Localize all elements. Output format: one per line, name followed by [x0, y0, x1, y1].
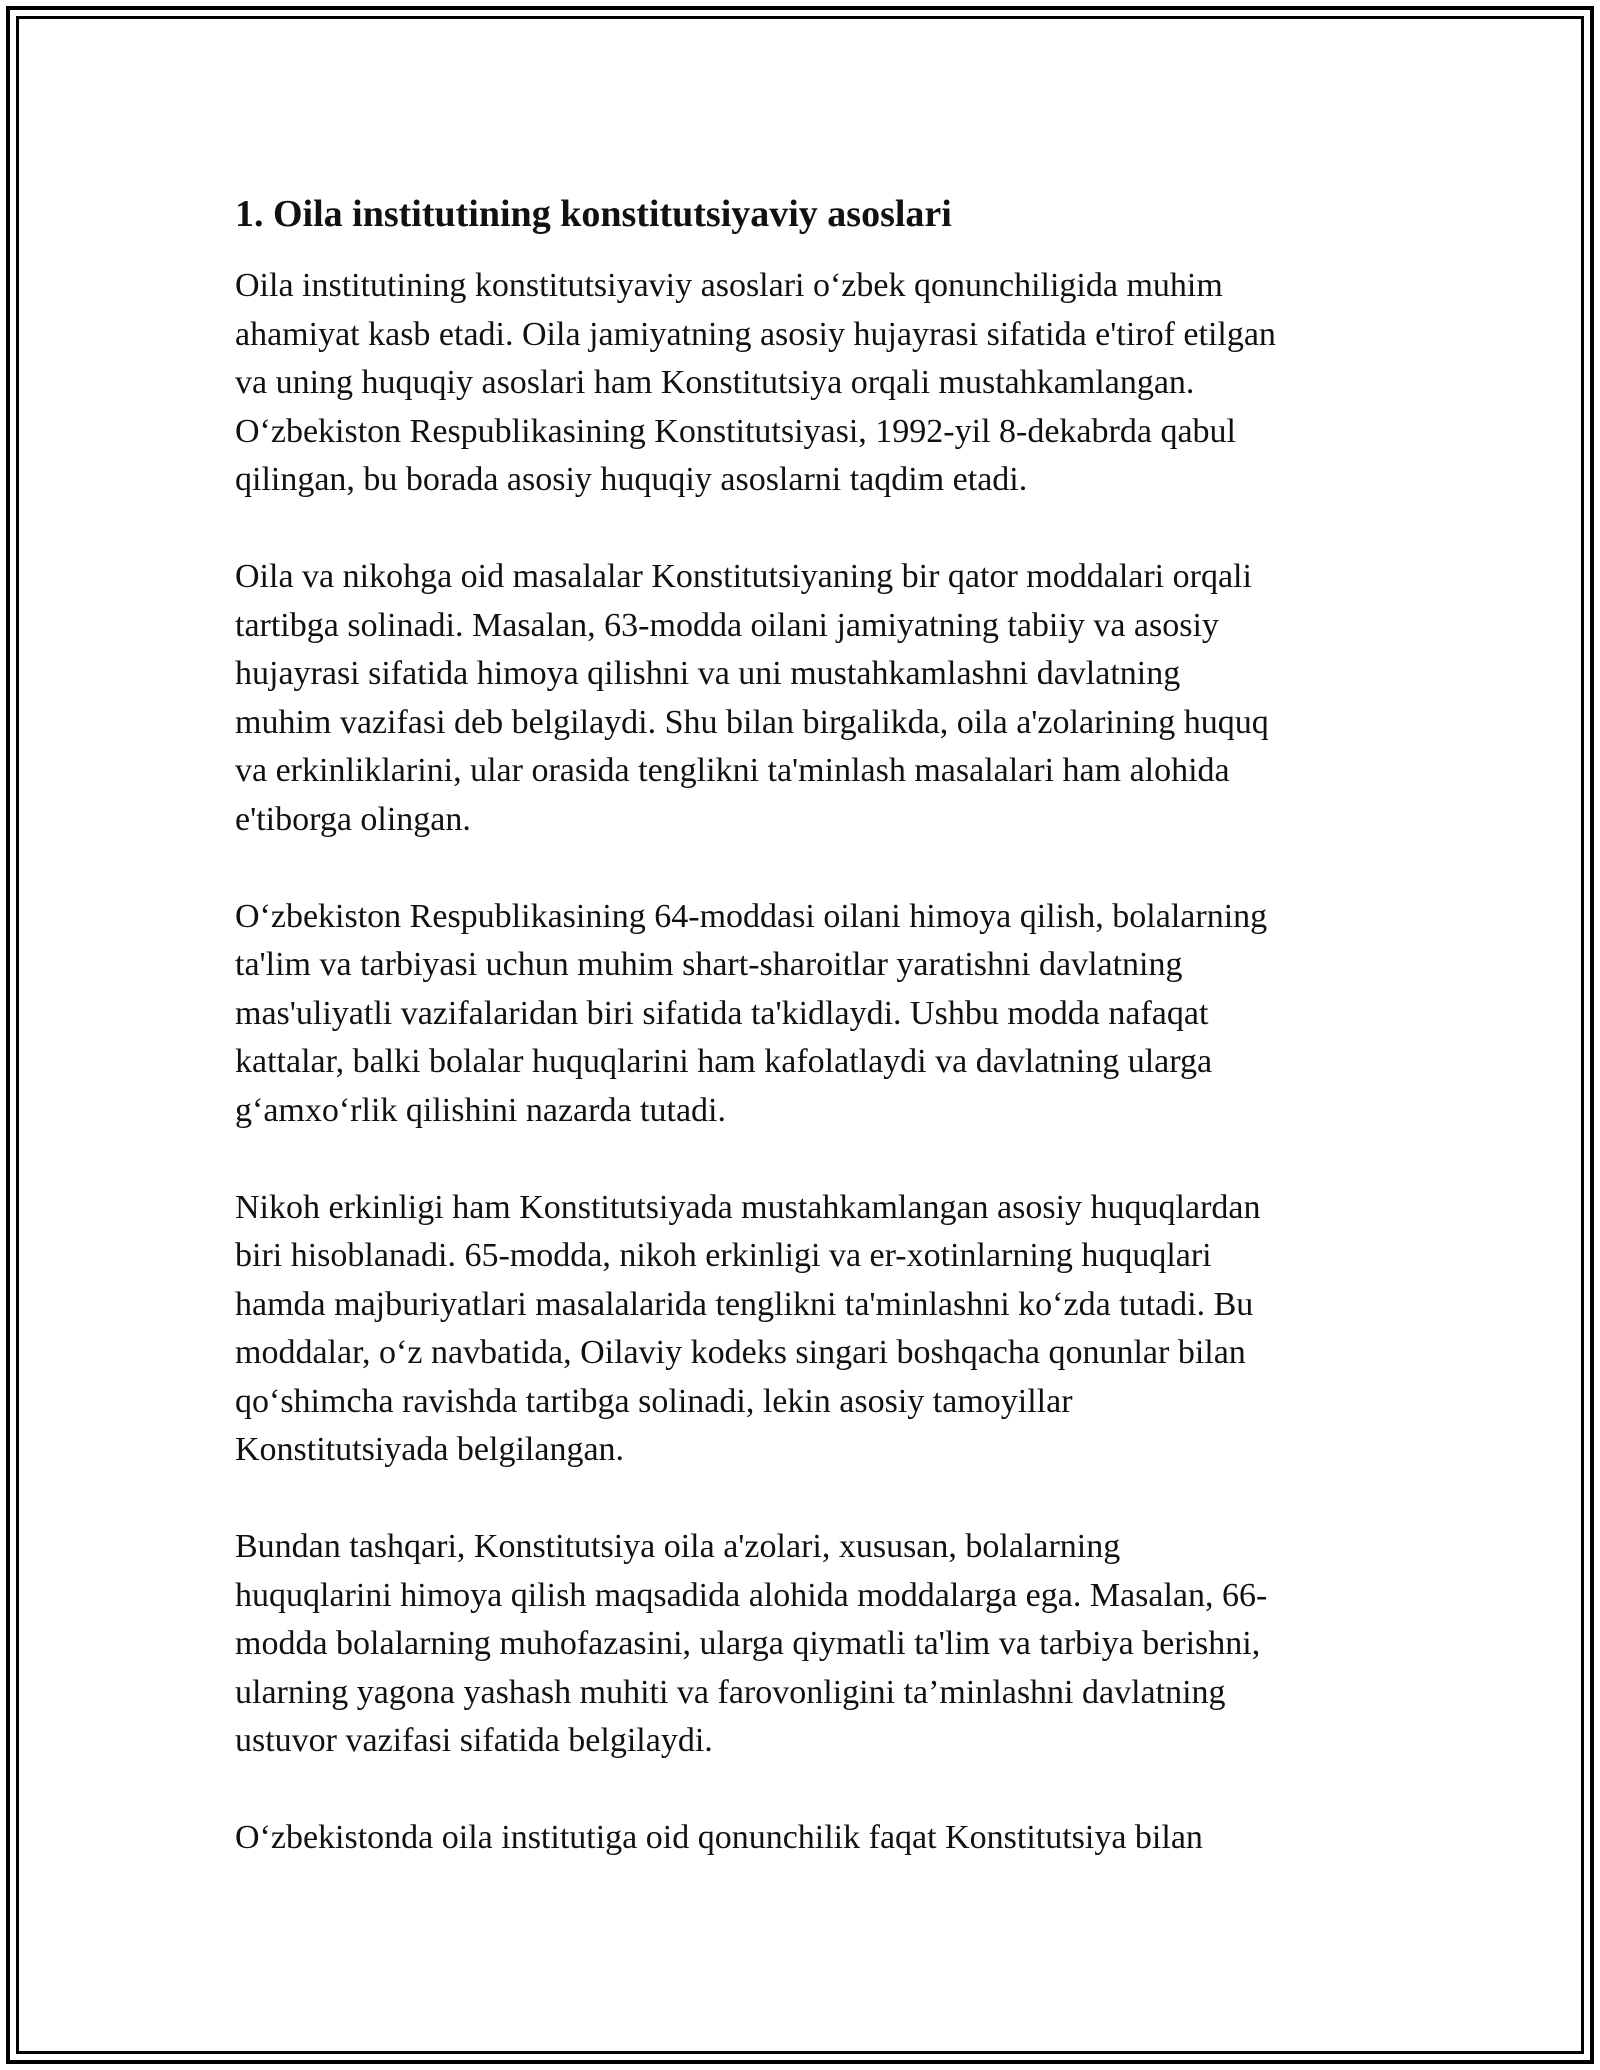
- text-line: O‘zbekistonda oila institutiga oid qonunchilik faqat Konstitutsiya bilan: [235, 1819, 1203, 1856]
- text-line: g‘amxo‘rlik qilishini nazarda tutadi.: [235, 1091, 726, 1129]
- text-line: Bundan tashqari, Konstitutsiya oila a'zolari, xususan, bolalarning: [235, 1528, 1121, 1565]
- text-line: ahamiyat kasb etadi. Oila jamiyatning asosiy hujayrasi sifatida e'tirof etilgan: [235, 315, 1276, 353]
- paragraph-6: [235, 1814, 1365, 1863]
- paragraph-1: [235, 262, 1365, 505]
- text-line: va erkinliklarini, ular orasida tenglikni ta'minlash masalalari ham alohida: [235, 752, 1230, 789]
- paragraph-5: [235, 1523, 1365, 1766]
- text-line: qo‘shimcha ravishda tartibga solinadi, lekin asosiy tamoyillar: [235, 1382, 1073, 1420]
- text-line: modda bolalarning muhofazasini, ularga qiymatli ta'lim va tarbiya berishni,: [235, 1625, 1261, 1662]
- text-line: e'tiborga olingan.: [235, 800, 471, 838]
- text-line: hamda majburiyatlari masalalarida tenglikni ta'minlashni ko‘zda tutadi. Bu: [235, 1285, 1254, 1323]
- text-line: Oila institutining konstitutsiyaviy asoslari o‘zbek qonunchiligida muhim: [235, 267, 1223, 304]
- text-line: ustuvor vazifasi sifatida belgilaydi.: [235, 1722, 713, 1759]
- text-line: mas'uliyatli vazifalaridan biri sifatida ta'kidlaydi. Ushbu modda nafaqat: [235, 994, 1209, 1032]
- text-line: kattalar, balki bolalar huquqlarini ham kafolatlaydi va davlatning ularga: [235, 1043, 1213, 1080]
- text-line: Konstitutsiyada belgilangan.: [235, 1431, 625, 1468]
- text-line: O‘zbekiston Respublikasining Konstitutsiyasi, 1992-yil 8-dekabrda qabul: [235, 412, 1236, 450]
- paragraph-4: [235, 1184, 1365, 1475]
- text-line: qilingan, bu borada asosiy huquqiy asoslarni taqdim etadi.: [235, 461, 1028, 498]
- paragraph-3: [235, 893, 1365, 1136]
- text-line: O‘zbekiston Respublikasining 64-moddasi oilani himoya qilish, bolalarning: [235, 897, 1268, 935]
- text-line: moddalar, o‘z navbatida, Oilaviy kodeks singari boshqacha qonunlar bilan: [235, 1334, 1246, 1371]
- text-line: muhim vazifasi deb belgilaydi. Shu bilan birgalikda, oila a'zolarining huquq: [235, 703, 1269, 741]
- text-line: hujayrasi sifatida himoya qilishni va uni mustahkamlashni davlatning: [235, 655, 1181, 692]
- text-line: ta'lim va tarbiyasi uchun muhim shart-sharoitlar yaratishni davlatning: [235, 946, 1183, 983]
- text-line: biri hisoblanadi. 65-modda, nikoh erkinligi va er-xotinlarning huquqlari: [235, 1237, 1212, 1274]
- text-line: ularning yagona yashash muhiti va farovonligini ta’minlashni davlatning: [235, 1673, 1226, 1711]
- text-line: Oila va nikohga oid masalalar Konstitutsiyaning bir qator moddalari orqali: [235, 558, 1252, 595]
- document-body: [235, 186, 1365, 1911]
- text-line: va uning huquqiy asoslari ham Konstitutsiya orqali mustahkamlangan.: [235, 364, 1195, 401]
- text-line: huquqlarini himoya qilish maqsadida alohida moddalarga ega. Masalan, 66-: [235, 1576, 1268, 1614]
- text-line: Nikoh erkinligi ham Konstitutsiyada mustahkamlangan asosiy huquqlardan: [235, 1188, 1261, 1226]
- section-title: 1. Oila institutining konstitutsiyaviy asoslari: [235, 193, 952, 235]
- text-line: tartibga solinadi. Masalan, 63-modda oilani jamiyatning tabiiy va asosiy: [235, 606, 1219, 644]
- paragraph-2: [235, 553, 1365, 844]
